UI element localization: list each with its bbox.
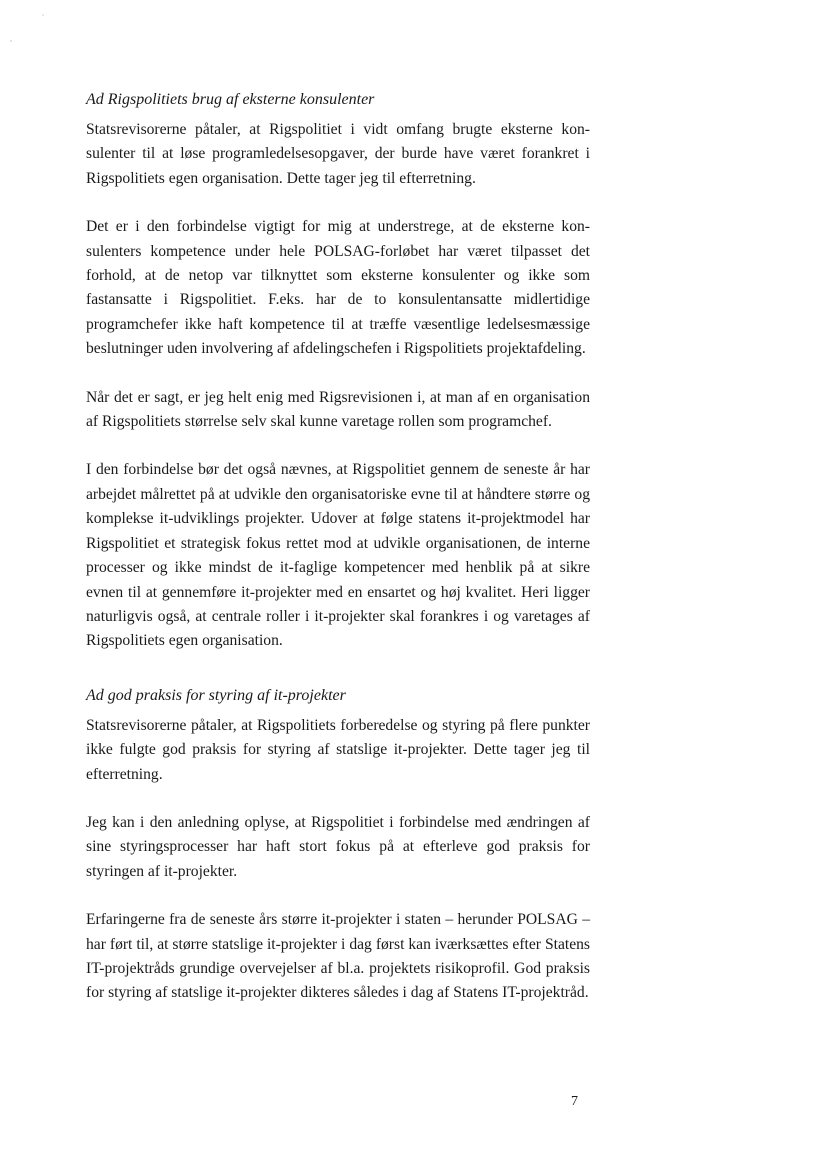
section-heading-consultants: Ad Rigspolitiets brug af eksterne konsulenter bbox=[86, 91, 375, 108]
scan-speck bbox=[10, 40, 12, 42]
paragraph: I den forbindelse bør det også nævnes, at Rigspolitiet gennem de seneste år har arbejdet målrettet på at udvikle den organisatoriske evne til at håndtere større og komplekse it-udviklings projekter. Udover at følge statens it-projektmodel har Rigspolitiet et strategisk fokus rettet mod at udvikle organisationen, de interne processer og ikke mindst de it-faglige kompetencer med henblik på at sikre evnen til at gennemføre it-projekter med en ensartet og høj kvalitet. Heri ligger naturligvis også, at centrale roller i it-projekter skal forankres i og varetages af Rigspolitiets egen organisation. bbox=[86, 461, 590, 650]
page-number: 7 bbox=[571, 1094, 578, 1109]
paragraph: Erfaringerne fra de seneste års større it-projekter i staten – herunder POLSAG – har ført til, at større statslige it-projekter i dag først kan iværksættes efter Statens IT-projektråds grundige overvejelser af bl.a. projektets risikoprofil. God praksis for styring af statslige it-projekter dikteres således i dag af Statens IT-projektråd. bbox=[86, 911, 590, 1002]
paragraph: Det er i den forbindelse vigtigt for mig at understrege, at de eksterne konsulenters kompetence under hele POLSAG-forløbet har været tilpasset det forhold, at de netop var tilknyttet som eksterne konsulenter og ikke som fastansatte i Rigspolitiet. F.eks. har de to konsulentansatte midlertidige programchefer ikke haft kompetence til at træffe væsentlige ledelsesmæssige beslutninger uden involvering af afdelingschefen i Rigspolitiets projektafdeling. bbox=[86, 218, 590, 358]
scan-speck bbox=[42, 14, 44, 16]
document-page bbox=[86, 88, 590, 1030]
paragraph: Når det er sagt, er jeg helt enig med Rigsrevisionen i, at man af en organisation af Rigspolitiets størrelse selv skal kunne varetage rollen som programchef. bbox=[86, 388, 590, 431]
paragraph: Jeg kan i den anledning oplyse, at Rigspolitiet i forbindelse med ændringen af sine styringsprocesser har haft stort fokus på at efterleve god praksis for styringen af it-projekter. bbox=[86, 813, 590, 880]
section-heading-good-practice: Ad god praksis for styring af it-projekter bbox=[86, 686, 346, 704]
paragraph: Statsrevisorerne påtaler, at Rigspolitiets forberedelse og styring på flere punkter ikke fulgte god praksis for styring af statslige it-projekter. Dette tager jeg til efterretning. bbox=[86, 716, 590, 783]
paragraph: Statsrevisorerne påtaler, at Rigspolitiet i vidt omfang brugte eksterne konsulenter til at løse programledelsesopgaver, der burde have været forankret i Rigspolitiets egen organisation. Dette tager jeg til efterretning. bbox=[86, 121, 590, 187]
